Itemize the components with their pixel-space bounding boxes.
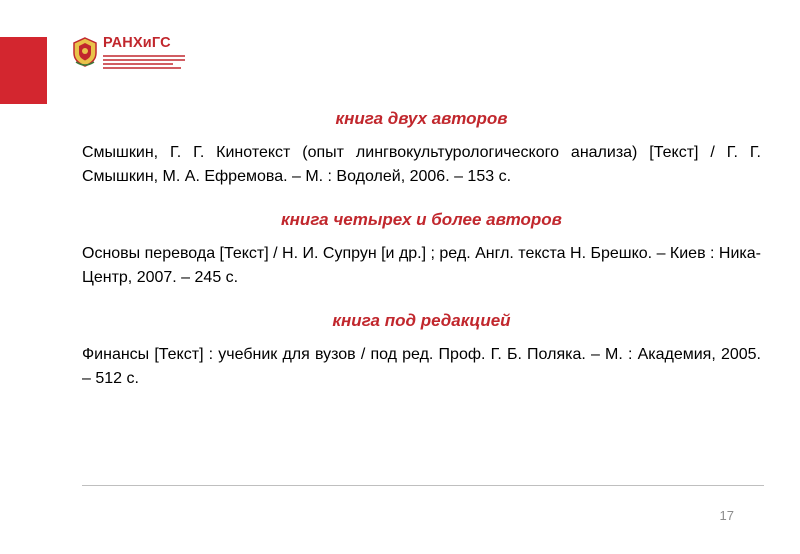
citation-block — [82, 310, 761, 391]
section-heading: книга четырех и более авторов — [281, 210, 562, 229]
footer-divider — [82, 485, 764, 486]
slide-content — [82, 108, 761, 411]
section-heading: книга под редакцией — [332, 311, 511, 330]
emblem-icon — [72, 37, 98, 67]
citation-text: Основы перевода [Текст] / Н. И. Супрун [и др.] ; ред. Англ. текста Н. Брешко. – Киев : Ника-Центр, 2007. – 245 с. — [82, 245, 761, 286]
accent-bar — [0, 37, 47, 104]
page-number: 17 — [719, 508, 734, 523]
citation-text: Финансы [Текст] : учебник для вузов / под ред. Проф. Г. Б. Поляка. – М. : Академия, 2005. – 512 с. — [82, 346, 761, 387]
logo-name: РАНХиГС — [103, 34, 171, 51]
citation-block — [82, 209, 761, 290]
university-logo — [72, 35, 202, 69]
citation-block — [82, 108, 761, 189]
section-heading: книга двух авторов — [335, 109, 508, 128]
citation-text: Смышкин, Г. Г. Кинотекст (опыт лингвокультурологического анализа) [Текст] / Г. Г. Смышкин, М. А. Ефремова. – М. : Водолей, 2006. – 153 с. — [82, 144, 761, 185]
logo-subtitle-lines — [103, 53, 185, 69]
